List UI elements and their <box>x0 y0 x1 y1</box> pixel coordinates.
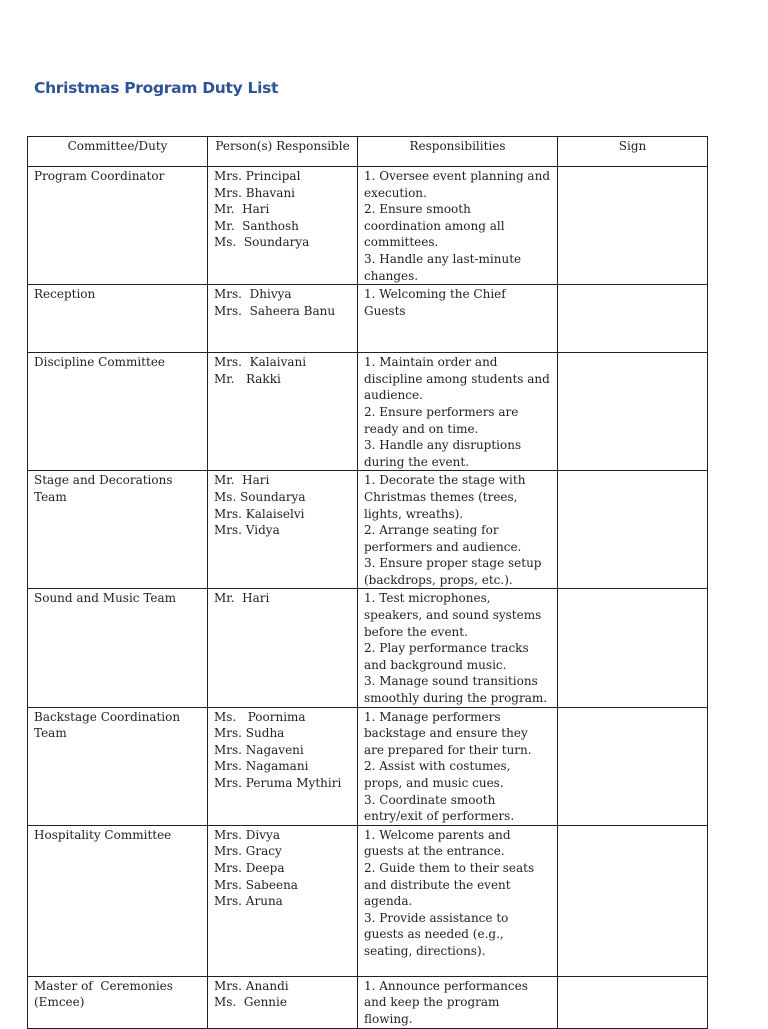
responsibilities-cell <box>358 285 558 353</box>
duty-table <box>27 136 708 1029</box>
persons-cell-line: Ms. Poornima <box>214 709 306 724</box>
persons-cell-line: Mrs. Kalaivani <box>214 355 307 370</box>
committee-cell <box>28 167 208 285</box>
sign-cell[interactable] <box>558 976 708 1028</box>
persons-cell-line: Mr. Hari <box>214 473 270 488</box>
responsibilities-cell <box>358 707 558 825</box>
table-row <box>28 353 708 471</box>
persons-cell-line: Mrs. Saheera Banu <box>214 303 336 318</box>
responsibilities-cell-line: 1. Manage performers backstage and ensure they are prepared for their turn. <box>364 709 532 757</box>
committee-cell-line: Master of Ceremonies <box>34 978 173 993</box>
persons-cell-line: Mrs. Deepa <box>214 860 285 875</box>
committee-cell-line: Hospitality Committee <box>34 827 172 842</box>
persons-cell <box>208 167 358 285</box>
committee-cell <box>28 825 208 976</box>
persons-cell-line: Mrs. Kalaiselvi <box>214 506 305 521</box>
responsibilities-cell-line: 2. Arrange seating for performers and audience. <box>364 523 522 554</box>
persons-cell <box>208 707 358 825</box>
sign-cell[interactable] <box>558 353 708 471</box>
document-title: Christmas Program Duty List <box>34 79 279 97</box>
persons-cell-line: Ms. Soundarya <box>214 235 310 250</box>
persons-cell <box>208 353 358 471</box>
persons-cell-line: Mrs. Divya <box>214 827 280 842</box>
committee-cell-line: Discipline Committee <box>34 355 166 370</box>
persons-cell <box>208 285 358 353</box>
committee-cell-line: Reception <box>34 287 96 302</box>
responsibilities-cell-line: 1. Oversee event planning and execution. <box>364 169 550 200</box>
responsibilities-cell-line: 3. Manage sound transitions smoothly during the program. <box>364 674 548 706</box>
responsibilities-cell-line: 1. Test microphones, speakers, and sound systems before the event. <box>364 591 542 639</box>
responsibilities-cell-line: 1. Maintain order and discipline among students and audience. <box>364 355 550 403</box>
responsibilities-cell-line: 2. Assist with costumes, props, and music cues. <box>364 759 511 790</box>
persons-cell <box>208 976 358 1028</box>
responsibilities-cell-line: 2. Play performance tracks and background music. <box>364 641 529 672</box>
table-header-row <box>28 137 708 167</box>
header-sign: Sign <box>558 137 708 167</box>
responsibilities-cell <box>358 353 558 471</box>
responsibilities-cell-line: 3. Provide assistance to guests as needed (e.g., seating, directions). <box>364 910 509 958</box>
table-row <box>28 167 708 285</box>
persons-cell-line: Mrs. Principal <box>214 169 301 183</box>
persons-cell <box>208 471 358 589</box>
responsibilities-cell-line: 1. Decorate the stage with Christmas themes (trees, lights, wreaths). <box>364 473 526 521</box>
header-persons: Person(s) Responsible <box>208 137 358 167</box>
persons-cell-line: Mrs. Nagamani <box>214 759 309 774</box>
sign-cell[interactable] <box>558 167 708 285</box>
committee-cell <box>28 589 208 707</box>
persons-cell-line: Mrs. Gracy <box>214 844 282 859</box>
responsibilities-cell-line: 1. Welcome parents and guests at the entrance. <box>364 827 511 859</box>
persons-cell-line: Ms. Soundarya <box>214 489 306 504</box>
committee-cell-line: Backstage Coordination <box>34 709 181 724</box>
responsibilities-cell <box>358 825 558 976</box>
responsibilities-cell-line: 3. Handle any last-minute changes. <box>364 251 522 283</box>
sign-cell[interactable] <box>558 707 708 825</box>
table-row <box>28 976 708 1028</box>
responsibilities-cell-line: 2. Ensure performers are ready and on time. <box>364 404 519 436</box>
committee-cell <box>28 471 208 589</box>
persons-cell-line: Mrs. Peruma Mythiri <box>214 776 342 790</box>
committee-cell-line: Program Coordinator <box>34 169 165 183</box>
persons-cell-line: Mrs. Sabeena <box>214 877 298 892</box>
persons-cell <box>208 825 358 976</box>
committee-cell <box>28 976 208 1028</box>
table-row <box>28 589 708 707</box>
committee-cell-line: Team <box>34 726 67 741</box>
responsibilities-cell-line: 3. Coordinate smooth entry/exit of performers. <box>364 792 515 824</box>
responsibilities-cell <box>358 589 558 707</box>
committee-cell-line: Team <box>34 489 67 504</box>
responsibilities-cell-line: 2. Ensure smooth coordination among all committees. <box>364 202 505 250</box>
sign-cell[interactable] <box>558 825 708 976</box>
persons-cell-line: Mrs. Dhivya <box>214 287 292 302</box>
persons-cell-line: Mrs. Sudha <box>214 726 285 741</box>
header-committee: Committee/Duty <box>28 137 208 167</box>
committee-cell-line: Sound and Music Team <box>34 591 177 606</box>
responsibilities-cell-line: 1. Announce performances and keep the program flowing. <box>364 978 528 1026</box>
committee-cell <box>28 707 208 825</box>
table-row <box>28 471 708 589</box>
persons-cell-line: Mr. Rakki <box>214 371 281 386</box>
persons-cell-line: Mrs. Aruna <box>214 894 283 909</box>
responsibilities-cell <box>358 167 558 285</box>
persons-cell-line: Mrs. Nagaveni <box>214 742 304 757</box>
persons-cell-line: Mrs. Anandi <box>214 978 289 993</box>
sign-cell[interactable] <box>558 589 708 707</box>
header-responsibilities: Responsibilities <box>358 137 558 167</box>
committee-cell-line: Stage and Decorations <box>34 473 173 488</box>
persons-cell-line: Ms. Gennie <box>214 995 287 1010</box>
persons-cell-line: Mrs. Vidya <box>214 523 280 538</box>
table-row <box>28 825 708 976</box>
committee-cell-line: (Emcee) <box>34 995 85 1010</box>
responsibilities-cell-line: 1. Welcoming the Chief Guests <box>364 287 506 318</box>
table-body <box>28 167 708 1029</box>
table-row <box>28 707 708 825</box>
responsibilities-cell-line: 3. Ensure proper stage setup (backdrops, props, etc.). <box>364 556 542 587</box>
persons-cell-line: Mrs. Bhavani <box>214 185 296 200</box>
committee-cell <box>28 353 208 471</box>
sign-cell[interactable] <box>558 285 708 353</box>
sign-cell[interactable] <box>558 471 708 589</box>
responsibilities-cell <box>358 976 558 1028</box>
responsibilities-cell-line: 2. Guide them to their seats and distribute the event agenda. <box>364 860 535 909</box>
table-row <box>28 285 708 353</box>
responsibilities-cell-line: 3. Handle any disruptions during the event. <box>364 438 522 469</box>
committee-cell <box>28 285 208 353</box>
persons-cell-line: Mr. Hari <box>214 202 270 217</box>
responsibilities-cell <box>358 471 558 589</box>
persons-cell-line: Mr. Hari <box>214 591 270 606</box>
persons-cell-line: Mr. Santhosh <box>214 218 299 233</box>
persons-cell <box>208 589 358 707</box>
